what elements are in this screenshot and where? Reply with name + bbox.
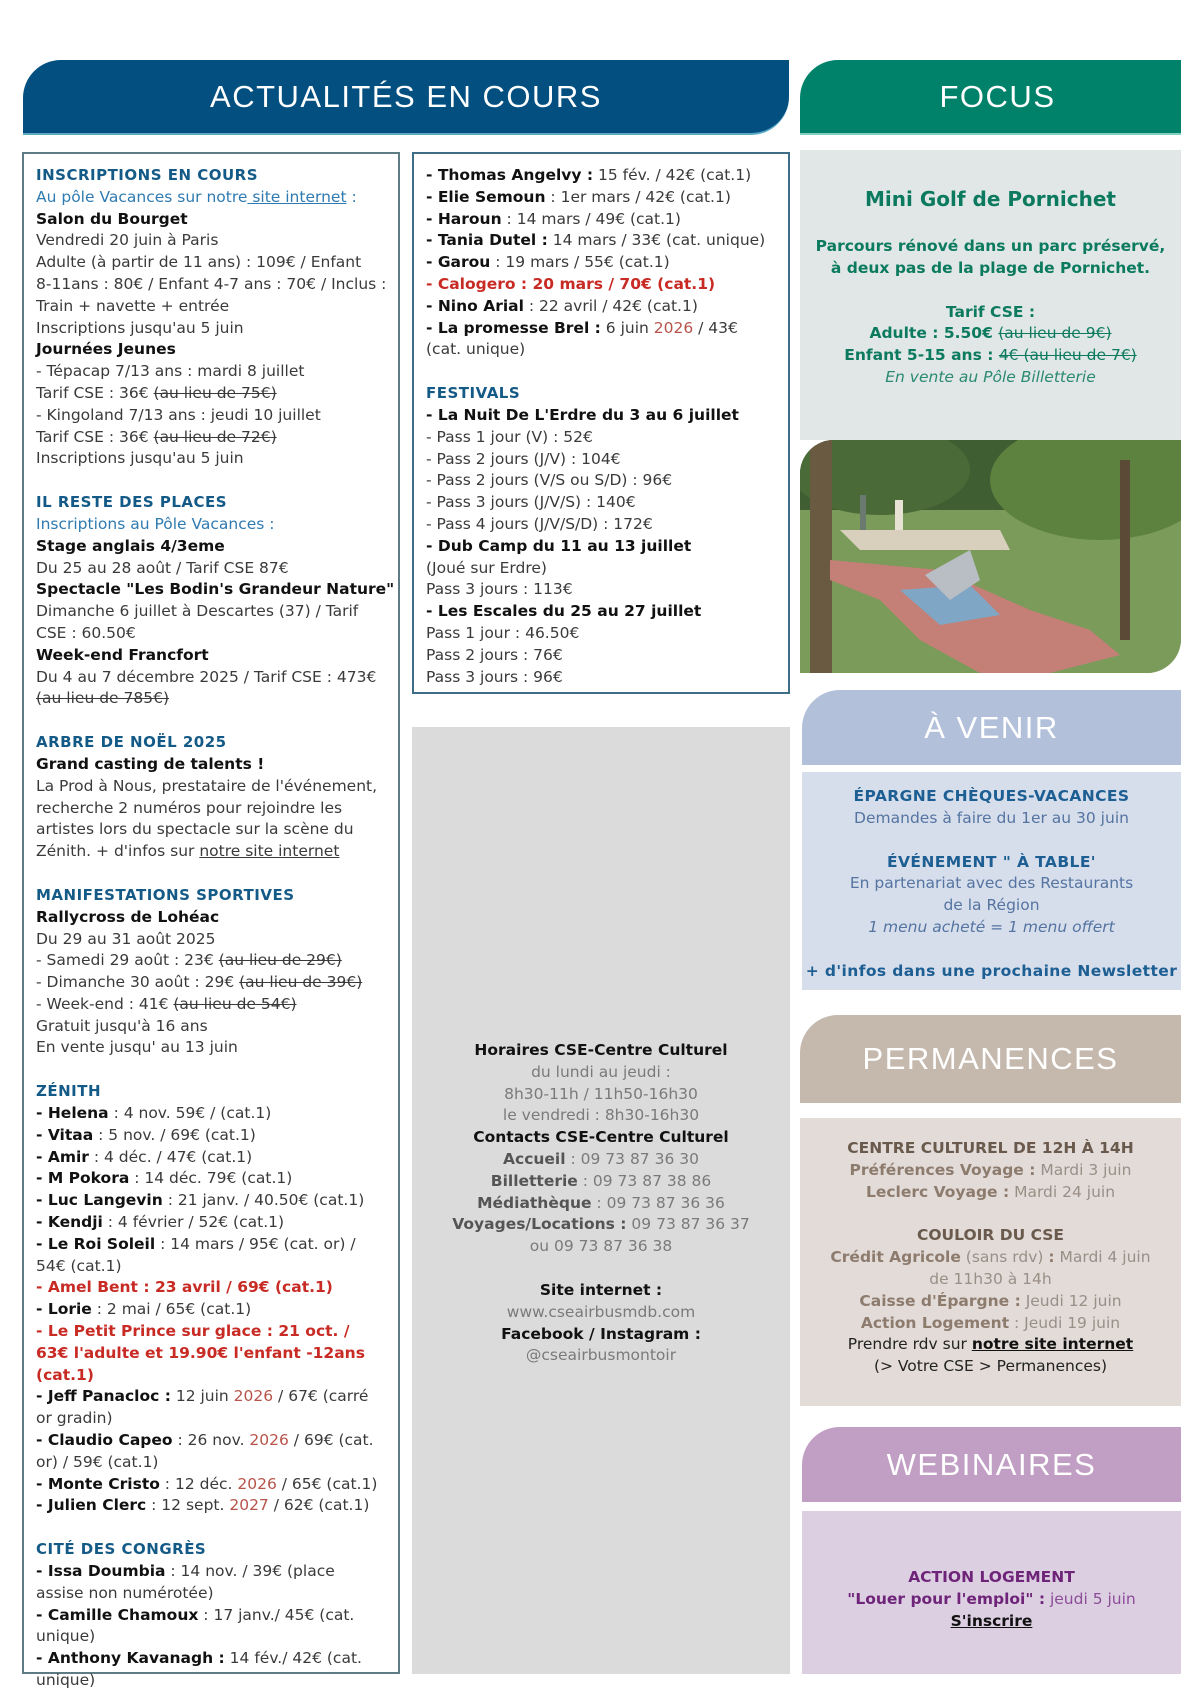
- artist-detail: : 4 déc. / 47€ (cat.1): [88, 1147, 253, 1166]
- contact-label: Accueil: [503, 1149, 566, 1168]
- epargne-title: ÉPARGNE CHÈQUES-VACANCES: [853, 787, 1130, 805]
- focus-adult-price: [800, 323, 1181, 345]
- contact-label: Billetterie: [490, 1171, 578, 1190]
- perm-value: : Jeudi 19 juin: [1009, 1313, 1121, 1332]
- artist-detail: : 4 février / 52€ (cat.1): [102, 1213, 285, 1232]
- deadline: Inscriptions jusqu'au 5 juin: [36, 449, 244, 468]
- festival-title: - Les Escales du 25 au 27 juillet: [426, 602, 702, 621]
- header-actualites: [23, 60, 789, 135]
- price: - Samedi 29 août : 23€: [36, 951, 219, 970]
- header-focus-label: FOCUS: [939, 78, 1056, 114]
- zenith-highlight-amel-bent: - Amel Bent : 23 avril / 69€ (cat.1): [36, 1278, 333, 1297]
- site-url-link[interactable]: www.cseairbusmdb.com: [506, 1302, 696, 1321]
- festival-pass: - Pass 2 jours (V/S ou S/D) : 96€: [426, 471, 673, 490]
- congres-item: [426, 252, 776, 274]
- artist-detail: : 1er mars / 42€ (cat.1): [545, 187, 731, 206]
- focus-tarif-label: Tarif CSE :: [945, 302, 1036, 321]
- zenith-item: [36, 1168, 386, 1190]
- artist-name: - Vitaa: [36, 1125, 94, 1144]
- perm-label: Préférences Voyage :: [849, 1160, 1036, 1179]
- festival-pass: Pass 3 jours : 113€: [426, 580, 573, 599]
- section-title-sport: MANIFESTATIONS SPORTIVES: [36, 885, 295, 904]
- congres-item: [426, 187, 776, 209]
- artist-detail: : 2 mai / 65€ (cat.1): [91, 1300, 252, 1319]
- artist-name: - Thomas Angelvy :: [426, 166, 594, 184]
- intro-text: Au pôle Vacances sur notre: [36, 187, 248, 206]
- noel-line: artistes lors du spectacle sur la scène du: [36, 820, 354, 839]
- old-price: (au lieu de 39€): [239, 973, 363, 992]
- congres-item: [426, 230, 776, 252]
- congres-item: [36, 1605, 386, 1649]
- artist-name: - Le Roi Soleil: [36, 1234, 156, 1253]
- salon-line: Adulte (à partir de 11 ans) : 109€ / Enfant: [36, 253, 362, 272]
- webinaires-panel: [802, 1511, 1181, 1674]
- minigolf-photo-image: [800, 440, 1181, 673]
- sport-event-title: Rallycross de Lohéac: [36, 907, 220, 926]
- artist-name: - Kendji: [36, 1213, 103, 1232]
- festival-pass: Pass 2 jours : 76€: [426, 645, 563, 664]
- artist-detail: / 62€ (cat.1): [268, 1496, 370, 1515]
- artist-name: - Claudio Capeo: [36, 1431, 173, 1450]
- colon: :: [1048, 1248, 1055, 1267]
- perm-hours: de 11h30 à 14h: [929, 1269, 1052, 1288]
- artist-name: - Luc Langevin: [36, 1191, 163, 1210]
- contact-item: [412, 1193, 790, 1215]
- year: 2027: [229, 1496, 269, 1515]
- salon-line: Train + navette + entrée: [36, 296, 230, 315]
- festival-pass: - Pass 3 jours (J/V/S) : 140€: [426, 493, 636, 512]
- festival-title: - Dub Camp du 11 au 13 juillet: [426, 536, 692, 555]
- perm-path: (> Votre CSE > Permanences): [873, 1357, 1108, 1376]
- artist-name: - Julien Clerc: [36, 1496, 147, 1515]
- focus-title: Mini Golf de Pornichet: [865, 187, 1116, 211]
- site-label: Site internet :: [539, 1280, 663, 1299]
- congres-item: [426, 209, 776, 231]
- artist-name: - Issa Doumbia: [36, 1562, 166, 1581]
- section-title-zenith: ZÉNITH: [36, 1082, 102, 1101]
- noel-line: La Prod à Nous, prestataire de l'événement,: [36, 776, 378, 795]
- header-webinaires-label: WEBINAIRES: [886, 1446, 1097, 1482]
- festival-pass: Pass 3 jours : 96€: [426, 667, 563, 686]
- festival-pass: - Pass 1 jour (V) : 52€: [426, 427, 593, 446]
- artist-name: - Amir: [36, 1147, 89, 1166]
- price: - Week-end : 41€: [36, 994, 174, 1013]
- header-a-venir-label: À VENIR: [924, 709, 1059, 745]
- old-price: (au lieu de 72€): [153, 427, 277, 446]
- intro-suffix: :: [346, 187, 357, 206]
- artist-name: - Tania Dutel :: [426, 231, 548, 250]
- perm-label: Crédit Agricole: [830, 1248, 961, 1267]
- inscriptions-intro: [36, 187, 386, 209]
- permanences-panel: [800, 1118, 1181, 1406]
- stage-title: Stage anglais 4/3eme: [36, 536, 225, 555]
- contact-item: [412, 1149, 790, 1171]
- hours-line: 8h30-11h / 11h50-16h30: [504, 1084, 698, 1103]
- artist-detail: : 22 avril / 42€ (cat.1): [523, 296, 698, 315]
- noel-subtitle: Grand casting de talents !: [36, 754, 265, 773]
- artist-name: - Helena: [36, 1104, 109, 1123]
- register-link[interactable]: S'inscrire: [950, 1611, 1033, 1630]
- artist-detail: : 12 déc.: [159, 1474, 238, 1493]
- focus-desc: Parcours rénové dans un parc préservé,: [815, 237, 1166, 255]
- social-handle-link[interactable]: @cseairbusmontoir: [525, 1346, 677, 1365]
- sport-sale: En vente jusqu' au 13 juin: [36, 1038, 238, 1057]
- stage-line: Du 25 au 28 août / Tarif CSE 87€: [36, 558, 289, 577]
- actualites-column-2: [412, 152, 790, 694]
- section-title-festivals: FESTIVALS: [426, 384, 521, 403]
- artist-detail: 14 fév./ 42€ (cat. unique): [36, 1649, 362, 1689]
- artist-detail: 12 juin: [170, 1387, 234, 1406]
- perm-note: (sans rdv): [960, 1248, 1049, 1267]
- artist-detail: : 14 mars / 95€ (cat. or) / 54€ (cat.1): [36, 1234, 356, 1275]
- highlight-calogero: - Calogero : 20 mars / 70€ (cat.1): [426, 274, 716, 293]
- zenith-item: [36, 1190, 386, 1212]
- tepacap-line: - Tépacap 7/13 ans : mardi 8 juillet: [36, 362, 305, 381]
- old-price: 4€ (au lieu de 7€): [998, 346, 1137, 365]
- epargne-line: Demandes à faire du 1er au 30 juin: [854, 808, 1129, 827]
- artist-name: - Jeff Panacloc :: [36, 1387, 171, 1406]
- artist-name: - M Pokora: [36, 1169, 130, 1188]
- text: Prendre rdv sur: [847, 1335, 972, 1354]
- artist-detail: : 14 mars / 49€ (cat.1): [501, 209, 681, 228]
- phone-number[interactable]: : 09 73 87 38 86: [577, 1171, 712, 1190]
- perm-value: Mardi 3 juin: [1035, 1160, 1132, 1179]
- hours-line: du lundi au jeudi :: [531, 1062, 671, 1081]
- price: - Dimanche 30 août : 29€: [36, 973, 240, 992]
- festival-pass: - Pass 2 jours (J/V) : 104€: [426, 449, 621, 468]
- artist-name: - La promesse Brel :: [426, 318, 601, 337]
- section-title-inscriptions: INSCRIPTIONS EN COURS: [36, 166, 259, 184]
- noel-site-link[interactable]: notre site internet: [199, 842, 340, 861]
- congres-item: [426, 165, 776, 187]
- header-focus: [800, 60, 1181, 135]
- artist-detail: 15 fév. / 42€ (cat.1): [593, 166, 752, 184]
- perm-item: [800, 1160, 1181, 1182]
- zenith-item: [36, 1147, 386, 1169]
- artist-name: - Anthony Kavanagh :: [36, 1649, 225, 1668]
- artist-name: - Elie Semoun: [426, 187, 546, 206]
- perm-item: [800, 1247, 1181, 1269]
- spectacle-line: CSE : 60.50€: [36, 623, 136, 642]
- phone-number[interactable]: 09 73 87 36 37: [626, 1215, 750, 1234]
- artist-name: - Haroun: [426, 209, 502, 228]
- contact-label: Médiathèque: [477, 1193, 592, 1212]
- artist-detail: / 43€ (cat. unique): [426, 318, 738, 359]
- artist-detail: : 19 mars / 55€ (cat.1): [490, 253, 670, 272]
- old-price: (au lieu de 29€): [218, 951, 342, 970]
- section-title-congres: CITÉ DES CONGRÈS: [36, 1540, 207, 1559]
- artist-detail: : 14 déc. 79€ (cat.1): [129, 1169, 293, 1188]
- artist-name: - Garou: [426, 253, 491, 272]
- zenith-item: [36, 1125, 386, 1147]
- couloir-title: COULOIR DU CSE: [916, 1226, 1064, 1245]
- artist-detail: : 26 nov.: [172, 1431, 250, 1450]
- artist-detail: / 65€ (cat.1): [276, 1474, 378, 1493]
- tepacap-price: [36, 383, 386, 405]
- section-title-noel: ARBRE DE NOËL 2025: [36, 733, 227, 752]
- contact-label: Voyages/Locations :: [452, 1215, 627, 1234]
- artist-detail: : 12 sept.: [146, 1496, 230, 1515]
- table-offer: 1 menu acheté = 1 menu offert: [868, 917, 1115, 936]
- event-date: jeudi 5 juin: [1045, 1589, 1136, 1608]
- salon-line: 8-11ans : 80€ / Enfant 4-7 ans : 70€ / Inclus :: [36, 274, 387, 293]
- newsletter-note: + d'infos dans une prochaine Newsletter: [805, 961, 1178, 980]
- perm-value: Jeudi 12 juin: [1020, 1291, 1122, 1310]
- zenith-item: [36, 1212, 386, 1234]
- permanences-site-link[interactable]: notre site internet: [971, 1335, 1134, 1354]
- perm-item: [800, 1291, 1181, 1313]
- salon-line: Vendredi 20 juin à Paris: [36, 231, 219, 250]
- sport-price: [36, 994, 386, 1016]
- spectacle-line: Dimanche 6 juillet à Descartes (37) / Tarif: [36, 602, 359, 621]
- year: 2026: [233, 1387, 274, 1406]
- zenith-highlight-petit-prince: - Le Petit Prince sur glace : 21 oct. / 63€ l'adulte et 19.90€ l'enfant -12ans (cat.1): [36, 1322, 365, 1384]
- year: 2026: [249, 1431, 289, 1450]
- salon-line: Inscriptions jusqu'au 5 juin: [36, 318, 244, 337]
- price: Adulte : 5.50€: [869, 324, 999, 343]
- site-internet-link[interactable]: site internet: [247, 187, 347, 206]
- webinaire-title: ACTION LOGEMENT: [908, 1568, 1075, 1586]
- focus-panel: [800, 150, 1181, 440]
- sport-dates: Du 29 au 31 août 2025: [36, 929, 216, 948]
- perm-value: Mardi 4 juin: [1054, 1248, 1151, 1267]
- artist-detail: 6 juin: [600, 318, 654, 337]
- perm-label: Action Logement: [860, 1313, 1010, 1332]
- focus-sale: En vente au Pôle Billetterie: [885, 367, 1096, 386]
- header-permanences-label: PERMANENCES: [862, 1041, 1119, 1077]
- jeunes-title: Journées Jeunes: [36, 340, 176, 359]
- kingoland-line: - Kingoland 7/13 ans : jeudi 10 juillet: [36, 405, 321, 424]
- contact-item: [412, 1171, 790, 1193]
- section-title-places: IL RESTE DES PLACES: [36, 493, 228, 512]
- artist-name: - Monte Cristo: [36, 1474, 160, 1493]
- sport-price: [36, 972, 386, 994]
- festival-pass: Pass 1 jour : 46.50€: [426, 623, 580, 642]
- hours-title: Horaires CSE-Centre Culturel: [474, 1041, 728, 1059]
- old-price: (au lieu de 54€): [173, 994, 297, 1013]
- minigolf-photo: [800, 440, 1181, 673]
- focus-desc: à deux pas de la plage de Pornichet.: [830, 258, 1151, 277]
- phone-number[interactable]: : 09 73 87 36 36: [591, 1193, 725, 1212]
- noel-line: recherche 2 numéros pour rejoindre les: [36, 798, 343, 817]
- francfort-title: Week-end Francfort: [36, 645, 209, 664]
- old-price: (au lieu de 785€): [36, 689, 169, 708]
- festival-pass: - Pass 4 jours (J/V/S/D) : 172€: [426, 514, 653, 533]
- year: 2026: [237, 1474, 277, 1493]
- a-venir-panel: [802, 772, 1181, 990]
- francfort-line: Du 4 au 7 décembre 2025 / Tarif CSE : 473€: [36, 667, 377, 686]
- noel-line: [36, 841, 386, 863]
- congres-item: [36, 1561, 386, 1605]
- perm-item: [800, 1313, 1181, 1335]
- kingoland-price: [36, 427, 386, 449]
- zenith-item: [36, 1430, 386, 1474]
- price: Tarif CSE : 36€: [36, 383, 154, 402]
- header-webinaires: [802, 1427, 1181, 1502]
- header-actualites-label: ACTUALITÉS EN COURS: [210, 78, 602, 114]
- old-price: (au lieu de 9€): [998, 324, 1112, 343]
- zenith-item: [36, 1495, 386, 1517]
- artist-detail: : 5 nov. / 69€ (cat.1): [93, 1125, 256, 1144]
- contact-item: [412, 1214, 790, 1236]
- artist-detail: : 14 nov. / 39€ (place assise non numérotée): [36, 1562, 335, 1602]
- zenith-item: [36, 1234, 386, 1278]
- table-line: de la Région: [943, 896, 1040, 915]
- table-title: ÉVÉNEMENT " À TABLE': [887, 852, 1096, 871]
- contacts-title: Contacts CSE-Centre Culturel: [473, 1128, 729, 1147]
- old-price: (au lieu de 75€): [153, 383, 277, 402]
- hours-line: le vendredi : 8h30-16h30: [502, 1106, 700, 1125]
- price: Tarif CSE : 36€: [36, 427, 154, 446]
- actualites-column-1: [22, 152, 400, 1689]
- spectacle-title: Spectacle "Les Bodin's Grandeur Nature": [36, 580, 395, 599]
- contact-panel: [412, 727, 790, 1674]
- perm-item: [800, 1182, 1181, 1204]
- artist-detail: / 69€ (cat. or) / 59€ (cat.1): [36, 1431, 374, 1471]
- perm-label: Caisse d'Épargne :: [859, 1291, 1021, 1310]
- artist-detail: : 21 janv. / 40.50€ (cat.1): [162, 1191, 365, 1210]
- focus-child-price: [800, 345, 1181, 367]
- price: Enfant 5-15 ans :: [844, 346, 999, 365]
- zenith-item: [36, 1103, 386, 1125]
- perm-label: Leclerc Voyage :: [865, 1182, 1010, 1201]
- sport-price: [36, 950, 386, 972]
- phone-number[interactable]: : 09 73 87 36 30: [565, 1149, 699, 1168]
- centre-title: CENTRE CULTUREL DE 12H À 14H: [847, 1139, 1134, 1157]
- header-a-venir: [802, 690, 1181, 765]
- header-permanences: [800, 1015, 1181, 1103]
- zenith-item: [36, 1299, 386, 1321]
- artist-name: - Nino Arial: [426, 296, 524, 315]
- artist-detail: : 4 nov. 59€ / (cat.1): [108, 1104, 272, 1123]
- table-line: En partenariat avec des Restaurants: [849, 874, 1134, 893]
- perm-value: Mardi 24 juin: [1009, 1182, 1116, 1201]
- congres-item: [36, 1648, 386, 1692]
- festival-title: - La Nuit De L'Erdre du 3 au 6 juillet: [426, 405, 739, 424]
- sport-free: Gratuit jusqu'à 16 ans: [36, 1016, 208, 1035]
- rdv-line: [800, 1334, 1181, 1356]
- event-label: "Louer pour l'emploi" :: [847, 1589, 1046, 1608]
- artist-detail: 14 mars / 33€ (cat. unique): [547, 231, 766, 250]
- zenith-item: [36, 1474, 386, 1496]
- artist-name: - Lorie: [36, 1300, 92, 1319]
- artist-name: - Camille Chamoux: [36, 1605, 199, 1624]
- webinaire-event: [802, 1589, 1181, 1611]
- congres-item: [426, 296, 776, 318]
- alt-phone[interactable]: ou 09 73 87 36 38: [529, 1237, 673, 1256]
- year: 2026: [653, 318, 694, 337]
- places-intro: Inscriptions au Pôle Vacances :: [36, 514, 275, 533]
- artist-detail: / 67€ (carré or gradin): [36, 1387, 369, 1428]
- text: Zénith. + d'infos sur: [36, 842, 200, 861]
- artist-detail: : 17 janv./ 45€ (cat. unique): [36, 1605, 355, 1646]
- salon-title: Salon du Bourget: [36, 209, 188, 228]
- congres-item: [426, 318, 776, 362]
- festival-line: (Joué sur Erdre): [426, 558, 547, 577]
- social-label: Facebook / Instagram :: [501, 1324, 701, 1343]
- zenith-item: [36, 1386, 386, 1430]
